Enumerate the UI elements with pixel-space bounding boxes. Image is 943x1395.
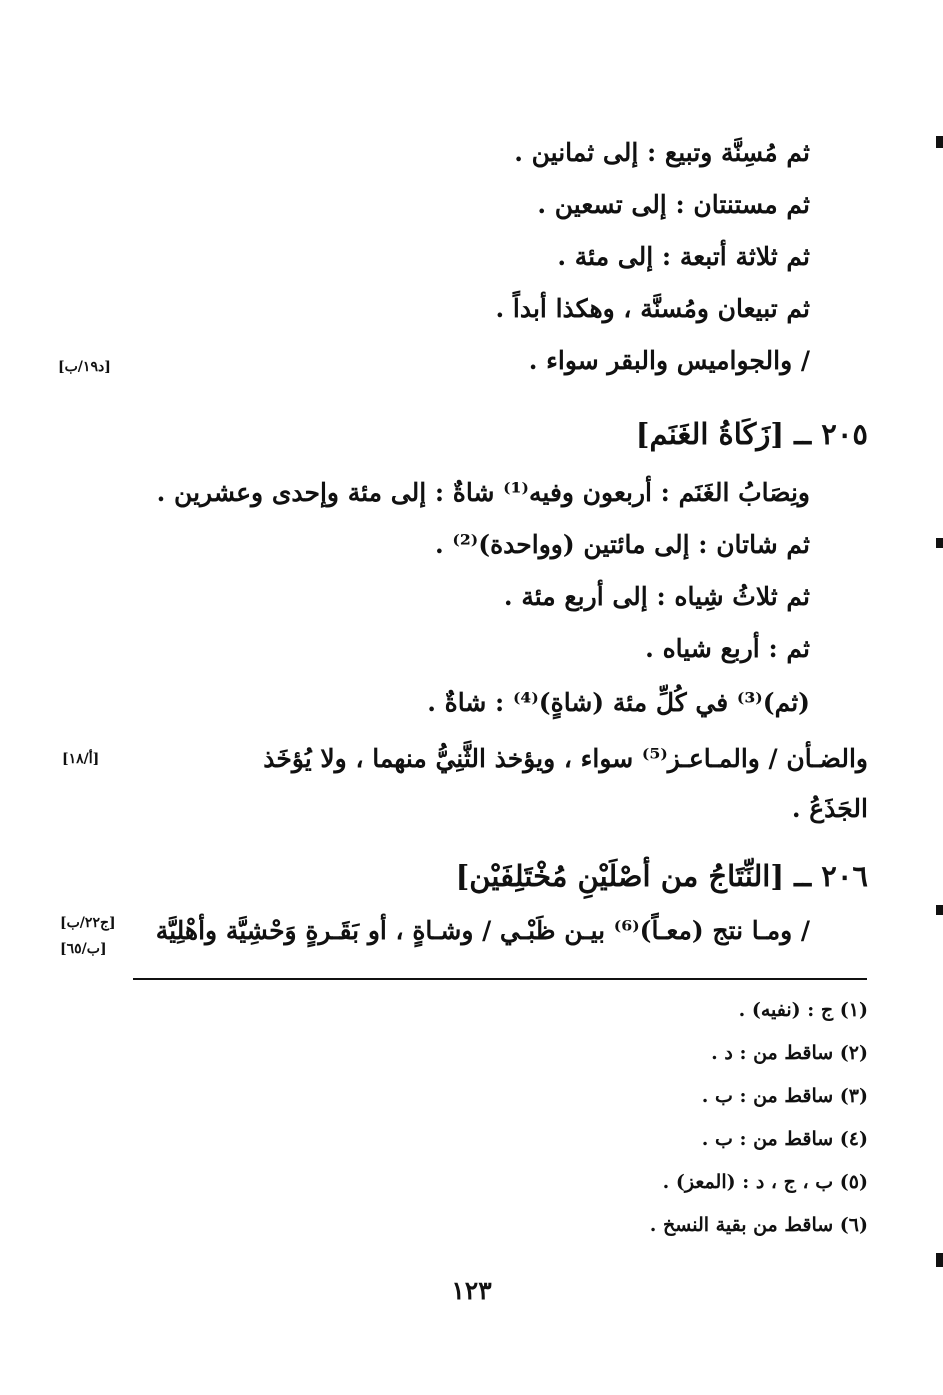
- body-line: ثم ثلاثة أتبعة : إلى مئة .: [557, 242, 810, 271]
- footnote: (٥) ب ، ج ، د : (المعز) .: [662, 1171, 868, 1193]
- footnote: (١) ج : (نفيه) .: [738, 999, 868, 1021]
- body-line: ونِصَابُ الغَنَم : أربعون وفيه⁽¹⁾ شاةٌ : إلى مئة وإحدى وعشرين .: [156, 478, 810, 507]
- body-line: والضـأن / والمـاعـز⁽⁵⁾ سواء ، ويؤخذ الثَّنِيُّ منهما ، ولا يُؤخَذ: [263, 744, 868, 773]
- page-number: ١٢٣: [451, 1276, 492, 1305]
- scan-edge-mark: [936, 1253, 943, 1267]
- footnote: (٣) ساقط من : ب .: [701, 1085, 868, 1107]
- footnote-separator: [133, 978, 867, 980]
- scan-edge-mark: [936, 538, 943, 548]
- scan-edge-mark: [936, 136, 943, 148]
- margin-note: [د١٩/ب]: [58, 359, 111, 375]
- body-line: ثم تبيعان ومُسنَّة ، وهكذا أبداً .: [495, 294, 810, 323]
- body-line: / والجواميس والبقر سواء .: [528, 346, 810, 375]
- body-line: ثم : أربع شياه .: [645, 634, 810, 663]
- footnote: (٢) ساقط من : د .: [711, 1042, 868, 1064]
- body-line: ثم شاتان : إلى مائتين (وواحدة)⁽²⁾ .: [434, 530, 810, 559]
- scan-edge-mark: [936, 905, 943, 915]
- margin-note: [أ/١٨]: [62, 751, 100, 767]
- body-line: / ومـا نتج (معـاً)⁽⁶⁾ بيـن ظَبْـي / وشـاةٍ ، أو بَقَـرةٍ وَحْشِيَّة وأهْلِيَّة: [155, 916, 810, 945]
- margin-note: [ج٢٢/ب]: [60, 915, 116, 931]
- body-line: ثم ثلاثُ شِياه : إلى أربع مئة .: [503, 582, 810, 611]
- footnote: (٤) ساقط من : ب .: [701, 1128, 868, 1150]
- body-line: (ثم)⁽³⁾ في كُلِّ مئة (شاةٍ)⁽⁴⁾ : شاةٌ .: [427, 688, 810, 717]
- footnote: (٦) ساقط من بقية النسخ .: [649, 1214, 868, 1236]
- section-heading: ٢٠٦ ــ [النِّتَاجُ من أصْلَيْنِ مُخْتَلِفَيْن]: [455, 859, 868, 893]
- margin-note: [ب/٦٥]: [60, 941, 107, 957]
- section-heading: ٢٠٥ ــ [زَكَاةُ الغَنَم]: [635, 417, 868, 451]
- body-line: ثم مستنتان : إلى تسعين .: [537, 190, 810, 219]
- body-line: ثم مُسِنَّة وتبيع : إلى ثمانين .: [514, 138, 810, 167]
- body-line: الجَذَعُ .: [791, 794, 868, 823]
